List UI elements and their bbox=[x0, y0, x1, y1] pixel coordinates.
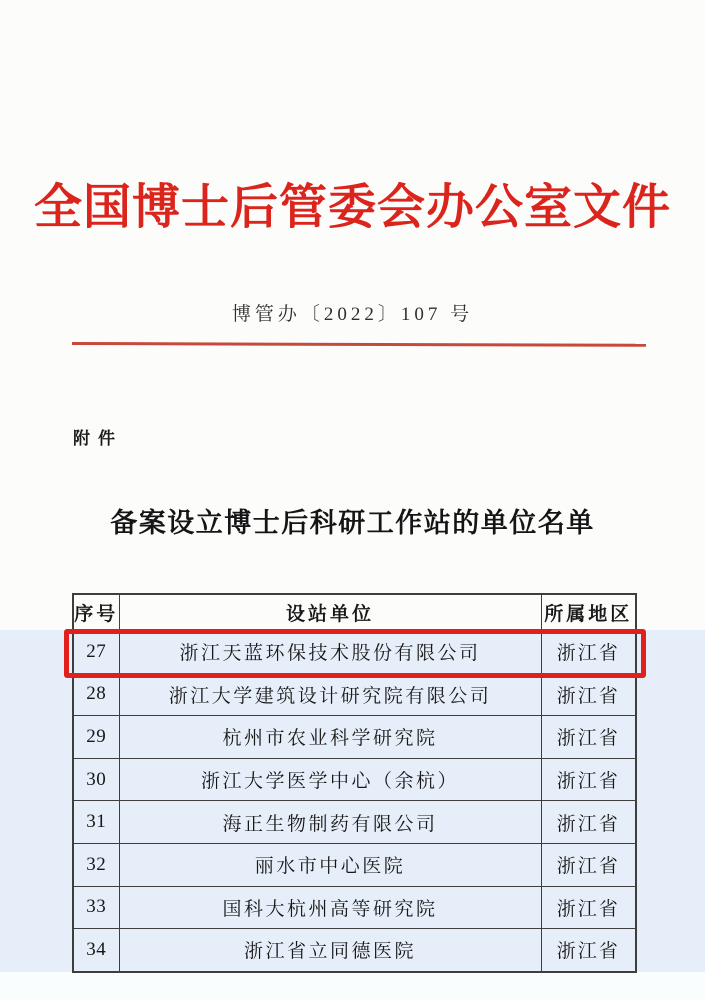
banner-title: 全国博士后管委会办公室文件 bbox=[33, 181, 671, 234]
cell-serial: 31 bbox=[73, 801, 119, 844]
cell-serial: 32 bbox=[73, 843, 119, 886]
cell-unit: 浙江天蓝环保技术股份有限公司 bbox=[119, 631, 541, 674]
cell-unit: 丽水市中心医院 bbox=[119, 843, 541, 886]
doc-number: 博管办〔2022〕107 号 bbox=[231, 304, 474, 325]
cell-serial: 34 bbox=[73, 929, 119, 972]
cell-unit: 国科大杭州高等研究院 bbox=[119, 886, 541, 929]
table-row bbox=[73, 843, 636, 886]
table-row bbox=[73, 673, 636, 716]
header-cell-serial: 序号 bbox=[73, 594, 119, 631]
cell-serial: 29 bbox=[73, 716, 119, 759]
units-table bbox=[72, 593, 637, 973]
cell-region: 浙江省 bbox=[541, 758, 636, 801]
cell-unit: 海正生物制药有限公司 bbox=[119, 801, 541, 844]
cell-serial: 27 bbox=[73, 631, 119, 674]
table-row bbox=[73, 758, 636, 801]
attachment-label: 附件 bbox=[73, 429, 123, 448]
cell-unit: 浙江大学建筑设计研究院有限公司 bbox=[119, 673, 541, 716]
cell-region: 浙江省 bbox=[541, 886, 636, 929]
cell-region: 浙江省 bbox=[541, 843, 636, 886]
table-row bbox=[73, 801, 636, 844]
cell-region: 浙江省 bbox=[541, 929, 636, 972]
table-row bbox=[73, 929, 636, 972]
table-header-row bbox=[73, 594, 636, 631]
table-row bbox=[73, 716, 636, 759]
cell-serial: 30 bbox=[73, 758, 119, 801]
cell-region: 浙江省 bbox=[541, 716, 636, 759]
red-separator-rule bbox=[72, 342, 646, 346]
table-row bbox=[73, 631, 636, 674]
scan-bottom-strip bbox=[0, 972, 705, 1000]
header-cell-region: 所属地区 bbox=[541, 594, 636, 631]
table-row bbox=[73, 886, 636, 929]
cell-region: 浙江省 bbox=[541, 673, 636, 716]
cell-region: 浙江省 bbox=[541, 801, 636, 844]
cell-unit: 浙江大学医学中心（余杭） bbox=[119, 758, 541, 801]
cell-unit: 浙江省立同德医院 bbox=[119, 929, 541, 972]
list-title: 备案设立博士后科研工作站的单位名单 bbox=[110, 508, 595, 538]
header-cell-unit: 设站单位 bbox=[119, 594, 541, 631]
cell-serial: 28 bbox=[73, 673, 119, 716]
cell-serial: 33 bbox=[73, 886, 119, 929]
cell-region: 浙江省 bbox=[541, 631, 636, 674]
cell-unit: 杭州市农业科学研究院 bbox=[119, 716, 541, 759]
